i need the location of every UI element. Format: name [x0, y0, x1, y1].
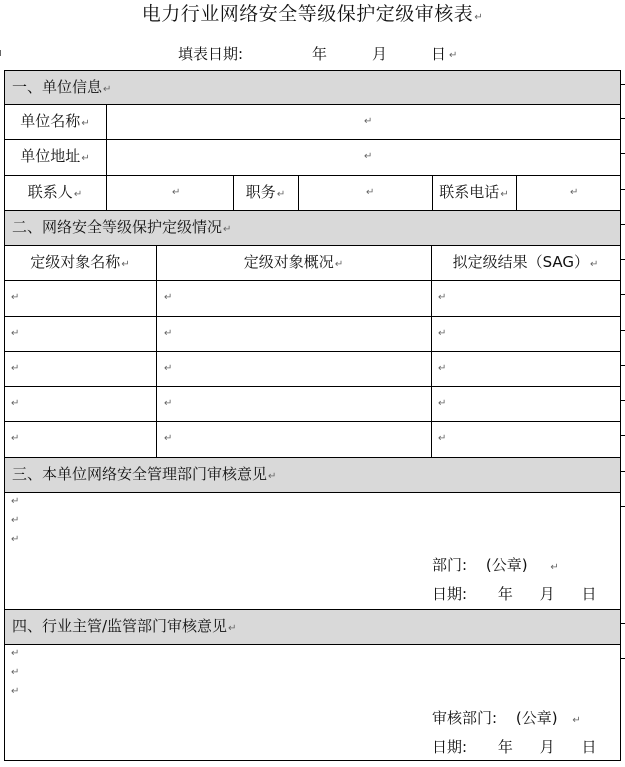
row-end-mark — [620, 400, 625, 401]
row-end-mark — [620, 623, 625, 624]
grid-cell[interactable]: ↵ — [438, 398, 447, 409]
section3-dept-line: 部门: (公章) ↵ — [432, 556, 559, 574]
unit-name-field[interactable]: ↵ — [364, 116, 373, 127]
row-end-mark — [620, 153, 625, 154]
grid-cell[interactable]: ↵ — [11, 363, 20, 374]
section3-seal: (公章) — [485, 556, 528, 574]
fill-date-month: 月 — [372, 45, 388, 63]
row-end-mark — [620, 118, 625, 119]
row-end-mark — [620, 330, 625, 331]
grid-cell[interactable]: ↵ — [164, 433, 173, 444]
header-object-overview: 定级对象概况↵ — [243, 253, 344, 271]
contact-label: 联系人↵ — [27, 183, 83, 201]
grid-cell[interactable]: ↵ — [164, 363, 173, 374]
grid-cell[interactable]: ↵ — [438, 292, 447, 303]
row-end-mark — [620, 84, 625, 85]
position-field[interactable]: ↵ — [366, 187, 375, 198]
fill-date-year: 年 — [312, 45, 328, 63]
contact-field[interactable]: ↵ — [172, 187, 181, 198]
header-grading-result: 拟定级结果（SAG）↵ — [452, 253, 599, 271]
section3-heading: 三、本单位网络安全管理部门审核意见↵ — [12, 465, 277, 483]
unit-address-label: 单位地址↵ — [20, 147, 90, 165]
grid-cell[interactable]: ↵ — [438, 363, 447, 374]
section3-date-line: 日期: 年 月 日 — [432, 585, 597, 603]
row-end-mark — [620, 658, 625, 659]
margin-mark — [0, 50, 1, 56]
row-end-mark — [620, 365, 625, 366]
fill-date-label: 填表日期: — [178, 45, 244, 63]
position-label: 职务↵ — [245, 183, 286, 201]
form-title: 电力行业网络安全等级保护定级审核表↵ — [141, 3, 484, 25]
row-end-mark — [620, 294, 625, 295]
grid-cell[interactable]: ↵ — [11, 433, 20, 444]
phone-field[interactable]: ↵ — [570, 187, 579, 198]
row-end-mark — [620, 506, 625, 507]
fill-date-day: 日 — [431, 45, 447, 63]
grid-cell[interactable]: ↵ — [11, 292, 20, 303]
row-end-mark — [620, 471, 625, 472]
grid-cell[interactable]: ↵ — [438, 433, 447, 444]
phone-label: 联系电话↵ — [439, 183, 509, 201]
section4-date-line: 日期: 年 月 日 — [432, 738, 597, 756]
row-end-mark — [620, 224, 625, 225]
approval-form-table — [4, 70, 621, 761]
section4-opinion-area[interactable]: ↵ ↵ ↵ — [11, 648, 20, 697]
unit-name-label: 单位名称↵ — [20, 112, 90, 130]
grid-cell[interactable]: ↵ — [438, 328, 447, 339]
section4-heading: 四、行业主管/监管部门审核意见↵ — [12, 617, 237, 635]
grid-cell[interactable]: ↵ — [11, 398, 20, 409]
section4-seal: (公章) — [515, 709, 558, 727]
section2-heading: 二、网络安全等级保护定级情况↵ — [12, 218, 232, 236]
unit-address-field[interactable]: ↵ — [364, 151, 373, 162]
grid-cell[interactable]: ↵ — [11, 328, 20, 339]
row-end-mark — [620, 189, 625, 190]
grid-cell[interactable]: ↵ — [164, 398, 173, 409]
grid-cell[interactable]: ↵ — [164, 328, 173, 339]
row-end-mark — [620, 259, 625, 260]
section4-dept-line: 审核部门: (公章) ↵ — [432, 709, 581, 727]
row-end-mark — [620, 435, 625, 436]
grid-cell[interactable]: ↵ — [164, 292, 173, 303]
header-object-name: 定级对象名称↵ — [30, 253, 130, 271]
section3-opinion-area[interactable]: ↵ ↵ ↵ — [11, 496, 20, 545]
section1-heading: 一、单位信息↵ — [12, 78, 112, 96]
